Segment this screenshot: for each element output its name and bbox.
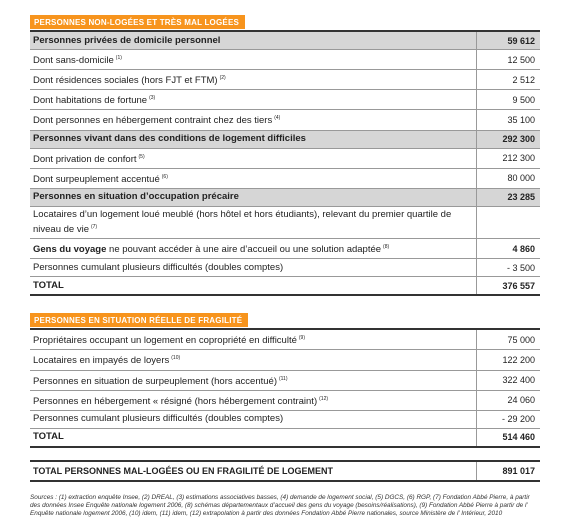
table-row (30, 149, 540, 169)
grand-total-label: TOTAL PERSONNES MAL-LOGÉES OU EN FRAGILITÉ DE LOGEMENT (33, 465, 334, 476)
row-value: 2 512 (476, 70, 540, 89)
row-value: 75 000 (476, 330, 540, 349)
row-label-text: Dont habitations de fortune (33, 95, 148, 107)
row-note: (6) (161, 173, 168, 180)
row-value: 514 460 (476, 429, 540, 446)
row-label-text: Dont personnes en hébergement contraint chez des tiers (33, 115, 273, 127)
row-label (30, 70, 476, 89)
row-note: (10) (171, 355, 181, 362)
row-value: 35 100 (476, 110, 540, 129)
table-row (30, 110, 540, 130)
row-note: (9) (298, 335, 306, 342)
row-label (30, 391, 476, 410)
row-label-text: Personnes privées de domicile personnel (33, 34, 221, 46)
row-label-text: Dont sans-domicile (33, 55, 114, 67)
table-row (30, 131, 540, 149)
row-label (30, 350, 476, 369)
row-note: (11) (278, 375, 288, 382)
row-label (30, 207, 476, 238)
row-note: (5) (138, 153, 145, 160)
row-value: 122 200 (476, 350, 540, 369)
row-label-text: Dont privation de confort (33, 153, 137, 165)
row-label-text: Personnes en situation d’occupation précaire (33, 191, 239, 203)
section2-table (30, 328, 540, 448)
row-value: 322 400 (476, 371, 540, 390)
row-label-text: Locataires d’un logement loué meublé (hors hôtel et hors étudiants), relevant du premier quartile de niveau de vie (33, 208, 452, 236)
row-label (30, 371, 476, 390)
row-value: 12 500 (476, 50, 540, 69)
row-label-text: Locataires en impayés de loyers (33, 355, 170, 367)
row-value: 59 612 (476, 32, 540, 49)
row-value: - 3 500 (476, 259, 540, 276)
table-row (30, 189, 540, 207)
table-row (30, 207, 540, 239)
row-label-bold: Gens du voyage (33, 244, 107, 256)
row-value: 24 060 (476, 391, 540, 410)
table-row (30, 50, 540, 70)
row-label (30, 50, 476, 69)
row-label (30, 411, 476, 427)
row-label-text: TOTAL (33, 431, 64, 443)
row-label-text: Propriétaires occupant un logement en copropriété en difficulté (33, 335, 297, 347)
row-label-text: Personnes cumulant plusieurs difficultés (doubles comptes) (33, 261, 284, 273)
section1-table (30, 30, 540, 296)
table-row (30, 411, 540, 429)
row-label (30, 429, 476, 445)
row-note: (4) (274, 115, 281, 122)
row-label-text: Personnes vivant dans des conditions de logement difficiles (33, 133, 306, 145)
row-note: (12) (319, 395, 329, 402)
row-label (30, 169, 476, 188)
row-value: 4 860 (476, 239, 540, 258)
row-value: 292 300 (476, 131, 540, 148)
row-note: (3) (149, 95, 156, 102)
housing-table-document (30, 12, 540, 519)
row-note: (7) (90, 223, 98, 230)
row-label (30, 260, 476, 276)
row-value: 212 300 (476, 149, 540, 168)
table-row (30, 259, 540, 277)
row-value (476, 207, 540, 238)
row-note: (2) (219, 75, 226, 82)
row-label (30, 33, 476, 49)
row-value: 80 000 (476, 169, 540, 188)
row-label (30, 278, 476, 294)
table-row (30, 70, 540, 90)
row-value: 376 557 (476, 277, 540, 294)
table-row (30, 277, 540, 296)
row-label-text: Dont surpeuplement accentué (33, 173, 160, 185)
row-label (30, 330, 476, 349)
row-value: 9 500 (476, 90, 540, 109)
table-row (30, 169, 540, 189)
table-row (30, 32, 540, 50)
row-label (30, 239, 476, 258)
section1-title: PERSONNES NON-LOGÉES ET TRÈS MAL LOGÉES (30, 15, 245, 29)
row-label-text: Personnes cumulant plusieurs difficultés (doubles comptes) (33, 413, 284, 425)
row-label-text: ne pouvant accéder à une aire d’accueil ou une solution adaptée (106, 244, 382, 256)
row-label (30, 110, 476, 129)
row-label-text: Personnes en situation de surpeuplement (hors accentué) (33, 375, 277, 387)
grand-total-value: 891 017 (476, 462, 540, 480)
row-label-text: TOTAL (33, 279, 64, 291)
row-label-text: Dont résidences sociales (hors FJT et FTM) (33, 75, 218, 87)
section2-title: PERSONNES EN SITUATION RÉELLE DE FRAGILITÉ (30, 313, 248, 327)
row-label (30, 189, 476, 205)
table-row (30, 90, 540, 110)
row-note: (1) (115, 55, 122, 61)
table-row (30, 371, 540, 391)
row-label-text: Personnes en hébergement « résigné (hors hébergement contraint) (33, 395, 318, 407)
row-value: 23 285 (476, 189, 540, 206)
table-row (30, 239, 540, 259)
row-note: (8) (383, 244, 390, 251)
table-row (30, 429, 540, 448)
row-value: - 29 200 (476, 411, 540, 428)
row-label (30, 131, 476, 147)
row-label (30, 90, 476, 109)
grand-total-row (30, 460, 540, 482)
table-row (30, 350, 540, 370)
table-row (30, 391, 540, 411)
table-row (30, 330, 540, 350)
sources-note: Sources : (1) extraction enquête Insee, (2) DREAL, (3) estimations associatives basses, (4) demande de logement social, (5) DGCS, (6) RGP, (7) Fondation Abbé Pierre, à partir des données Insee Enquête nationale logement 2006, (8) schémas départementaux d’accueil des gens du voyage (besoins/réalisations), (9) Fondation Abbé Pierre à partir de l’ Enquête nationale logement 2006, (10) idem, (11) idem, (12) extrapolation à partir des données Fondation Abbé Pierre nationales, source Ministère de l’ Intérieur, 2010 (30, 493, 530, 518)
row-label (30, 149, 476, 168)
